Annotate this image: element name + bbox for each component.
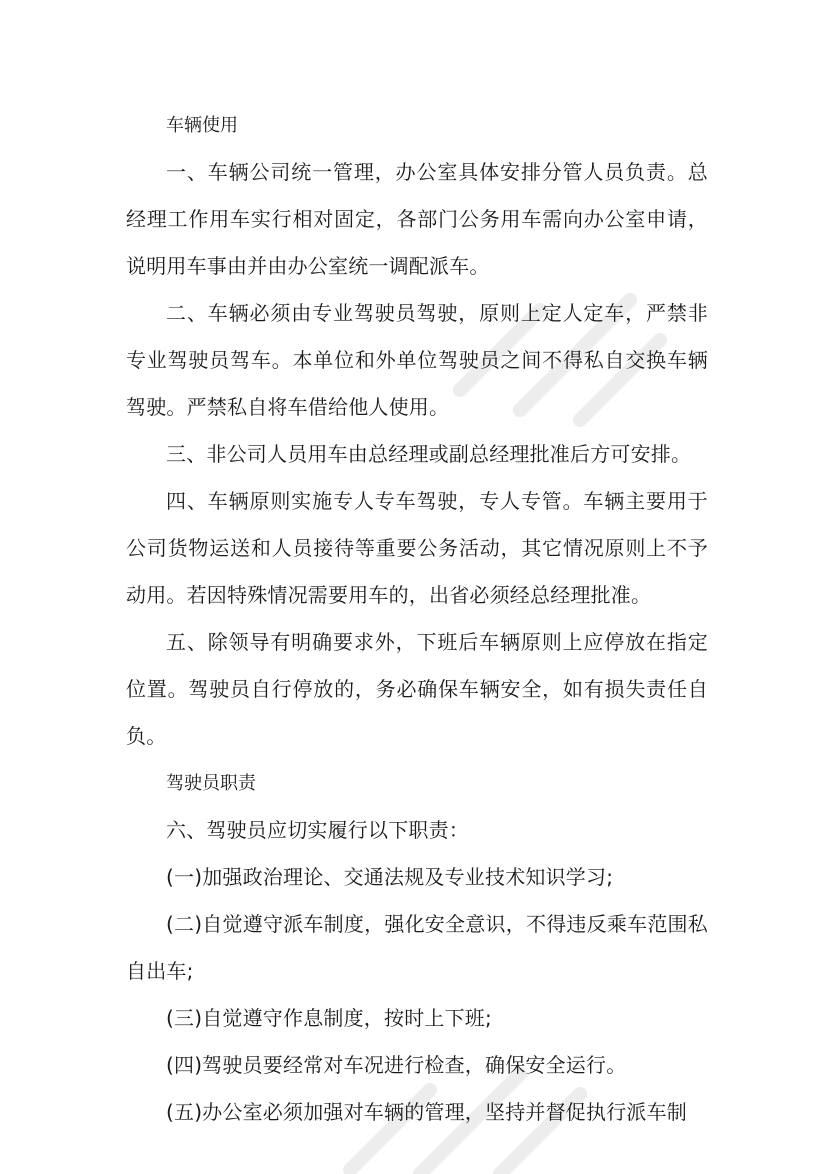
document-body [126,102,708,1136]
duty-item-2: (二)自觉遵守派车制度，强化安全意识，不得违反乘车范围私自出车; [126,912,708,983]
paragraph-1: 一、车辆公司统一管理，办公室具体安排分管人员负责。总经理工作用车实行相对固定，各部门公务用车需向办公室申请，说明用车事由并由办公室统一调配派车。 [126,160,708,278]
paragraph-3: 三、非公司人员用车由总经理或副总经理批准后方可安排。 [166,442,692,466]
paragraph-6: 六、驾驶员应切实履行以下职责： [166,818,469,842]
duty-item-1: (一)加强政治理论、交通法规及专业技术知识学习; [166,865,614,889]
section-heading-driver-duties: 驾驶员职责 [166,773,256,794]
duty-item-4: (四)驾驶员要经常对车况进行检查，确保安全运行。 [166,1053,627,1077]
duty-item-5: (五)办公室必须加强对车辆的管理，坚持并督促执行派车制 [166,1100,688,1124]
paragraph-4: 四、车辆原则实施专人专车驾驶，专人专管。车辆主要用于公司货物运送和人员接待等重要公务活动，其它情况原则上不予动用。若因特殊情况需要用车的，出省必须经总经理批准。 [126,489,708,607]
paragraph-5: 五、除领导有明确要求外，下班后车辆原则上应停放在指定位置。驾驶员自行停放的，务必确保车辆安全，如有损失责任自负。 [126,630,708,748]
paragraph-2: 二、车辆必须由专业驾驶员驾驶，原则上定人定车，严禁非专业驾驶员驾车。本单位和外单位驾驶员之间不得私自交换车辆驾驶。严禁私自将车借给他人使用。 [126,301,708,419]
duty-item-3: (三)自觉遵守作息制度，按时上下班; [166,1006,492,1030]
section-heading-vehicle-use: 车辆使用 [166,115,238,136]
